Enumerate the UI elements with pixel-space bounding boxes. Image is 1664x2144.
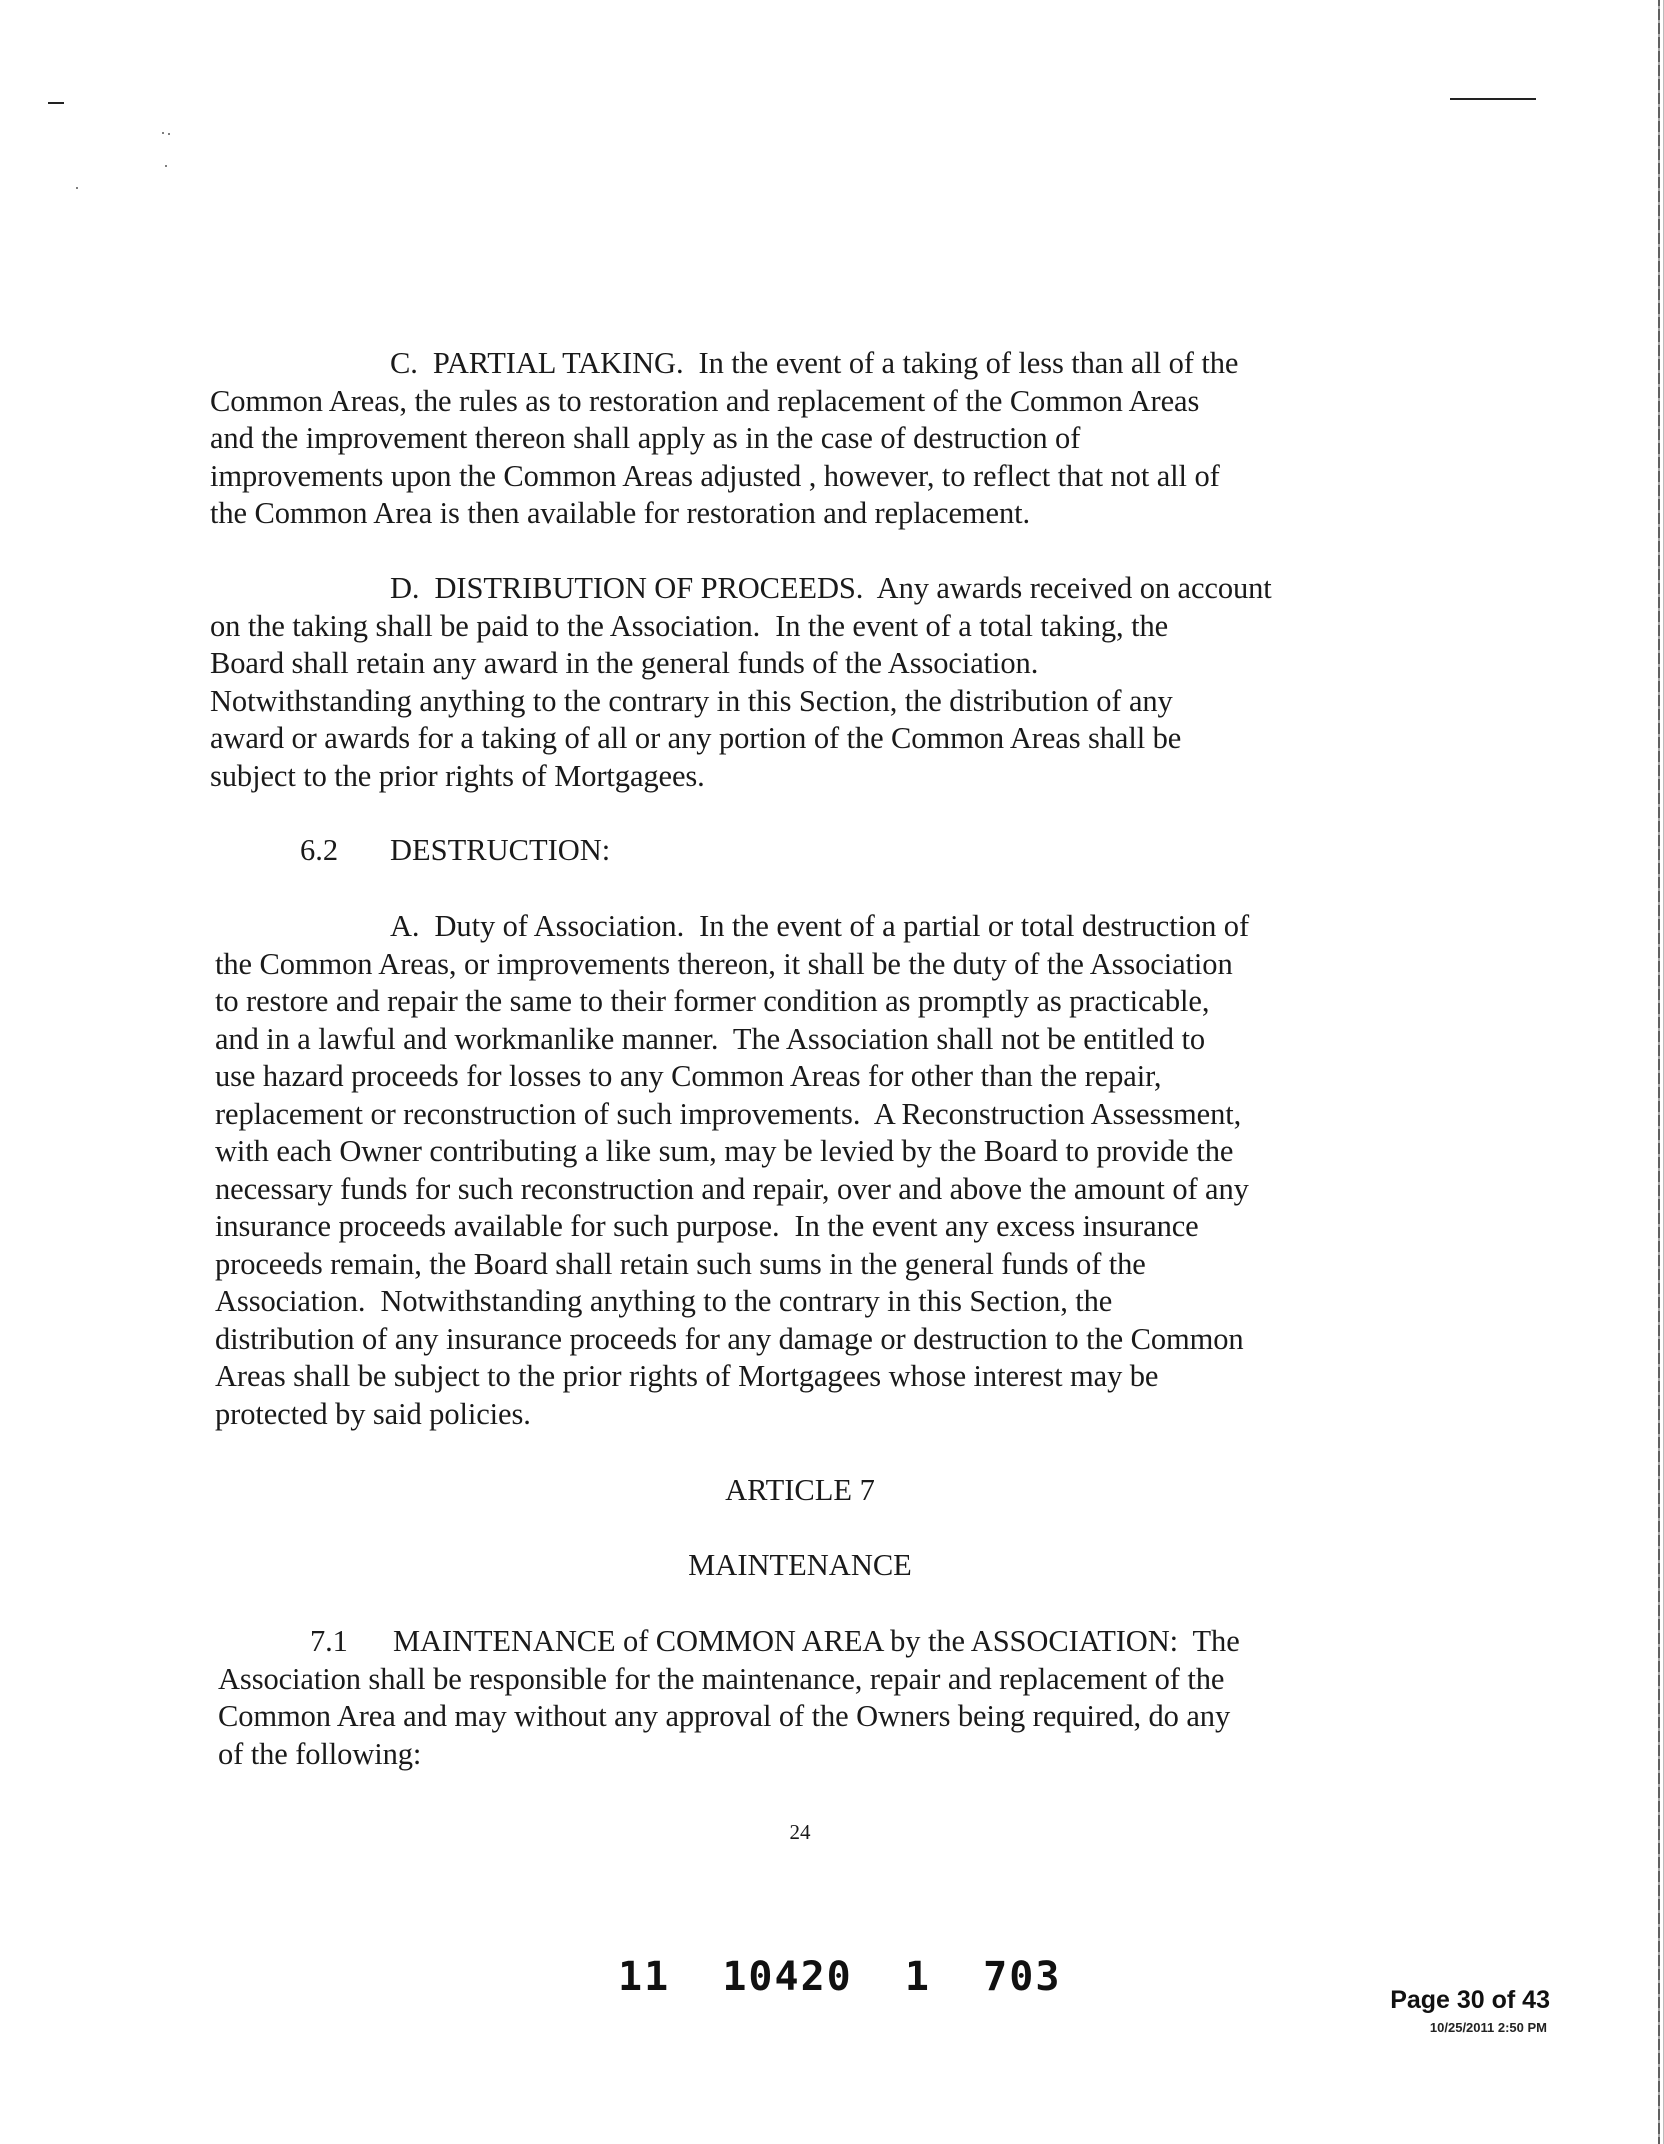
paragraph-line: improvements upon the Common Areas adjusted , however, to reflect that not all of <box>210 458 1220 493</box>
paragraph-line: D. DISTRIBUTION OF PROCEEDS. Any awards received on account <box>390 571 1272 605</box>
paragraph-line: and in a lawful and workmanlike manner. The Association shall not be entitled to <box>215 1021 1205 1056</box>
paragraph-line: insurance proceeds available for such purpose. In the event any excess insurance <box>215 1209 1199 1243</box>
paragraph-line: the Common Areas, or improvements thereon, it shall be the duty of the Association <box>215 946 1233 981</box>
paragraph-line: Notwithstanding anything to the contrary in this Section, the distribution of any <box>210 683 1173 718</box>
paragraph-line: C. PARTIAL TAKING. In the event of a taking of less than all of the <box>390 346 1239 380</box>
paragraph-line: on the taking shall be paid to the Association. In the event of a total taking, the <box>210 608 1169 643</box>
paragraph-line: Common Area and may without any approval of the Owners being required, do any <box>218 1699 1231 1733</box>
scan-speck <box>162 132 164 134</box>
scan-right-edge <box>1658 0 1660 2144</box>
section-a-paragraph <box>215 908 1415 1433</box>
paragraph-line: replacement or reconstruction of such improvements. A Reconstruction Assessment, <box>215 1096 1242 1131</box>
paragraph-line: Areas shall be subject to the prior rights of Mortgagees whose interest may be <box>215 1359 1159 1393</box>
paragraph-line: distribution of any insurance proceeds for any damage or destruction to the Common <box>215 1321 1244 1356</box>
section-6-2-title: DESTRUCTION: <box>390 833 611 867</box>
paragraph-line: necessary funds for such reconstruction and repair, over and above the amount of any <box>215 1171 1249 1206</box>
scan-speck <box>165 165 167 167</box>
paragraph-line: Common Areas, the rules as to restoration and replacement of the Common Areas <box>210 383 1200 418</box>
paragraph-line: and the improvement thereon shall apply as in the case of destruction of <box>210 421 1081 455</box>
paragraph-line: proceeds remain, the Board shall retain such sums in the general funds of the <box>215 1246 1146 1281</box>
page-number: 24 <box>789 1820 811 1844</box>
paragraph-line: subject to the prior rights of Mortgagees. <box>210 758 705 793</box>
section-7-1-paragraph <box>218 1623 1418 1773</box>
section-6-2-number: 6.2 <box>300 833 339 867</box>
paragraph-line: to restore and repair the same to their former condition as promptly as practicable, <box>215 984 1210 1018</box>
scan-mark-top-left <box>48 102 64 104</box>
scan-mark-top-right <box>1450 98 1536 100</box>
paragraph-line: A. Duty of Association. In the event of a partial or total destruction of <box>390 909 1249 943</box>
section-c-paragraph <box>210 345 1410 533</box>
paragraph-line: of the following: <box>218 1736 422 1771</box>
page-count-stamp: Page 30 of 43 <box>1390 1986 1550 2014</box>
article-label: ARTICLE 7 <box>725 1473 875 1507</box>
paragraph-line: with each Owner contributing a like sum, may be levied by the Board to provide the <box>215 1134 1234 1168</box>
recording-document-number: 11 10420 1 703 <box>618 1954 1062 2000</box>
paragraph-line: Association shall be responsible for the maintenance, repair and replacement of the <box>218 1661 1225 1696</box>
scan-speck <box>168 133 170 135</box>
section-d-paragraph <box>210 570 1410 795</box>
paragraph-line: protected by said policies. <box>215 1396 531 1431</box>
paragraph-line: award or awards for a taking of all or any portion of the Common Areas shall be <box>210 721 1182 755</box>
paragraph-line: Board shall retain any award in the general funds of the Association. <box>210 646 1039 680</box>
paragraph-line: Association. Notwithstanding anything to the contrary in this Section, the <box>215 1284 1113 1318</box>
paragraph-line: the Common Area is then available for restoration and replacement. <box>210 496 1030 530</box>
paragraph-line: 7.1 MAINTENANCE of COMMON AREA by the ASSOCIATION: The <box>310 1624 1240 1658</box>
scan-speck <box>76 187 78 189</box>
article-title: MAINTENANCE <box>688 1548 912 1582</box>
recording-datetime-stamp: 10/25/2011 2:50 PM <box>1429 2020 1547 2035</box>
paragraph-line: use hazard proceeds for losses to any Common Areas for other than the repair, <box>215 1059 1162 1093</box>
